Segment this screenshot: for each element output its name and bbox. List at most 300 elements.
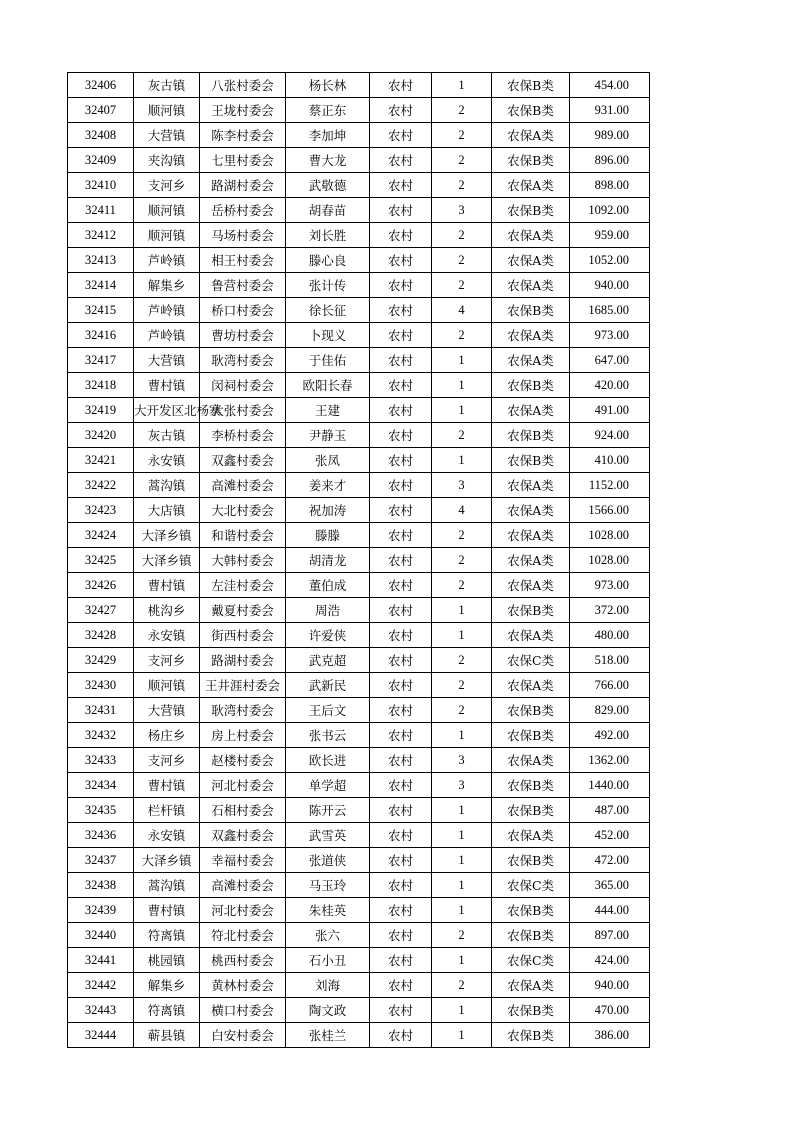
table-row	[68, 898, 650, 923]
amount-cell: 444.00	[570, 898, 650, 923]
amount-cell: 470.00	[570, 998, 650, 1023]
insurance-category-cell: 农保B类	[492, 98, 570, 123]
person-name-cell: 张计传	[286, 273, 370, 298]
household-count-cell: 1	[432, 598, 492, 623]
village-committee-cell: 白安村委会	[200, 1023, 286, 1048]
area-type-cell: 农村	[370, 748, 432, 773]
insurance-category-cell: 农保A类	[492, 548, 570, 573]
insurance-category-cell: 农保B类	[492, 598, 570, 623]
town-cell: 永安镇	[134, 623, 200, 648]
amount-cell: 1566.00	[570, 498, 650, 523]
village-committee-cell: 路湖村委会	[200, 173, 286, 198]
person-name-cell: 武敬德	[286, 173, 370, 198]
insurance-category-cell: 农保A类	[492, 523, 570, 548]
area-type-cell: 农村	[370, 473, 432, 498]
village-committee-cell: 鲁营村委会	[200, 273, 286, 298]
amount-cell: 452.00	[570, 823, 650, 848]
village-committee-cell: 左洼村委会	[200, 573, 286, 598]
area-type-cell: 农村	[370, 373, 432, 398]
amount-cell: 973.00	[570, 573, 650, 598]
table-row	[68, 348, 650, 373]
town-cell: 支河乡	[134, 748, 200, 773]
household-count-cell: 2	[432, 923, 492, 948]
table-row	[68, 823, 650, 848]
insurance-category-cell: 农保A类	[492, 398, 570, 423]
person-name-cell: 张桂兰	[286, 1023, 370, 1048]
table-row	[68, 123, 650, 148]
table-row	[68, 848, 650, 873]
person-name-cell: 尹静玉	[286, 423, 370, 448]
amount-cell: 989.00	[570, 123, 650, 148]
amount-cell: 1052.00	[570, 248, 650, 273]
person-name-cell: 于佳佑	[286, 348, 370, 373]
town-cell: 曹村镇	[134, 573, 200, 598]
record-id-cell: 32410	[68, 173, 134, 198]
amount-cell: 1685.00	[570, 298, 650, 323]
person-name-cell: 许爱侠	[286, 623, 370, 648]
household-count-cell: 2	[432, 973, 492, 998]
amount-cell: 454.00	[570, 73, 650, 98]
household-count-cell: 4	[432, 298, 492, 323]
table-row	[68, 373, 650, 398]
town-cell: 符离镇	[134, 923, 200, 948]
area-type-cell: 农村	[370, 498, 432, 523]
household-count-cell: 2	[432, 173, 492, 198]
household-count-cell: 2	[432, 223, 492, 248]
insurance-category-cell: 农保B类	[492, 298, 570, 323]
amount-cell: 410.00	[570, 448, 650, 473]
village-committee-cell: 幸福村委会	[200, 848, 286, 873]
town-cell: 符离镇	[134, 998, 200, 1023]
record-id-cell: 32437	[68, 848, 134, 873]
amount-cell: 940.00	[570, 973, 650, 998]
village-committee-cell: 大张村委会	[200, 398, 286, 423]
amount-cell: 1152.00	[570, 473, 650, 498]
table-row	[68, 523, 650, 548]
village-committee-cell: 黄林村委会	[200, 973, 286, 998]
amount-cell: 487.00	[570, 798, 650, 823]
amount-cell: 829.00	[570, 698, 650, 723]
table-row	[68, 98, 650, 123]
amount-cell: 492.00	[570, 723, 650, 748]
town-cell: 解集乡	[134, 973, 200, 998]
person-name-cell: 武雪英	[286, 823, 370, 848]
insurance-category-cell: 农保A类	[492, 248, 570, 273]
village-committee-cell: 石相村委会	[200, 798, 286, 823]
area-type-cell: 农村	[370, 673, 432, 698]
person-name-cell: 张道侠	[286, 848, 370, 873]
table-row	[68, 723, 650, 748]
town-cell: 蒿沟镇	[134, 473, 200, 498]
area-type-cell: 农村	[370, 148, 432, 173]
household-count-cell: 2	[432, 98, 492, 123]
town-cell: 顺河镇	[134, 223, 200, 248]
person-name-cell: 欧长进	[286, 748, 370, 773]
amount-cell: 424.00	[570, 948, 650, 973]
area-type-cell: 农村	[370, 973, 432, 998]
village-committee-cell: 双鑫村委会	[200, 448, 286, 473]
record-id-cell: 32434	[68, 773, 134, 798]
town-cell: 顺河镇	[134, 198, 200, 223]
amount-cell: 924.00	[570, 423, 650, 448]
table-row	[68, 223, 650, 248]
person-name-cell: 朱桂英	[286, 898, 370, 923]
amount-cell: 647.00	[570, 348, 650, 373]
village-committee-cell: 七里村委会	[200, 148, 286, 173]
insurance-category-cell: 农保A类	[492, 223, 570, 248]
area-type-cell: 农村	[370, 448, 432, 473]
town-cell: 大店镇	[134, 498, 200, 523]
village-committee-cell: 大北村委会	[200, 498, 286, 523]
household-count-cell: 2	[432, 573, 492, 598]
insurance-category-cell: 农保C类	[492, 648, 570, 673]
table-row	[68, 298, 650, 323]
record-id-cell: 32444	[68, 1023, 134, 1048]
record-id-cell: 32413	[68, 248, 134, 273]
record-id-cell: 32423	[68, 498, 134, 523]
person-name-cell: 陈开云	[286, 798, 370, 823]
amount-cell: 897.00	[570, 923, 650, 948]
village-committee-cell: 路湖村委会	[200, 648, 286, 673]
record-id-cell: 32428	[68, 623, 134, 648]
table-row	[68, 73, 650, 98]
record-id-cell: 32416	[68, 323, 134, 348]
record-id-cell: 32407	[68, 98, 134, 123]
person-name-cell: 曹大龙	[286, 148, 370, 173]
area-type-cell: 农村	[370, 573, 432, 598]
table-row	[68, 623, 650, 648]
village-committee-cell: 和谐村委会	[200, 523, 286, 548]
person-name-cell: 陶文政	[286, 998, 370, 1023]
person-name-cell: 张凤	[286, 448, 370, 473]
insurance-category-cell: 农保A类	[492, 348, 570, 373]
village-committee-cell: 桥口村委会	[200, 298, 286, 323]
area-type-cell: 农村	[370, 298, 432, 323]
person-name-cell: 欧阳长春	[286, 373, 370, 398]
table-row	[68, 598, 650, 623]
area-type-cell: 农村	[370, 523, 432, 548]
record-id-cell: 32411	[68, 198, 134, 223]
amount-cell: 386.00	[570, 1023, 650, 1048]
person-name-cell: 卜现义	[286, 323, 370, 348]
amount-cell: 931.00	[570, 98, 650, 123]
town-cell: 顺河镇	[134, 673, 200, 698]
area-type-cell: 农村	[370, 273, 432, 298]
insurance-category-cell: 农保A类	[492, 123, 570, 148]
person-name-cell: 张书云	[286, 723, 370, 748]
insurance-category-cell: 农保C类	[492, 948, 570, 973]
insurance-category-cell: 农保A类	[492, 173, 570, 198]
insurance-category-cell: 农保B类	[492, 448, 570, 473]
record-id-cell: 32419	[68, 398, 134, 423]
amount-cell: 896.00	[570, 148, 650, 173]
record-id-cell: 32421	[68, 448, 134, 473]
household-count-cell: 1	[432, 948, 492, 973]
amount-cell: 1362.00	[570, 748, 650, 773]
amount-cell: 480.00	[570, 623, 650, 648]
insurance-category-cell: 农保A类	[492, 273, 570, 298]
person-name-cell: 王建	[286, 398, 370, 423]
household-count-cell: 1	[432, 398, 492, 423]
town-cell: 芦岭镇	[134, 248, 200, 273]
amount-cell: 518.00	[570, 648, 650, 673]
person-name-cell: 董伯成	[286, 573, 370, 598]
insurance-category-cell: 农保B类	[492, 898, 570, 923]
household-count-cell: 2	[432, 323, 492, 348]
town-cell: 蒿沟镇	[134, 873, 200, 898]
table-row	[68, 248, 650, 273]
household-count-cell: 3	[432, 473, 492, 498]
person-name-cell: 马玉玲	[286, 873, 370, 898]
insurance-category-cell: 农保B类	[492, 773, 570, 798]
insurance-category-cell: 农保A类	[492, 973, 570, 998]
person-name-cell: 滕心良	[286, 248, 370, 273]
village-committee-cell: 闵祠村委会	[200, 373, 286, 398]
village-committee-cell: 大韩村委会	[200, 548, 286, 573]
record-id-cell: 32438	[68, 873, 134, 898]
household-count-cell: 1	[432, 998, 492, 1023]
table-row	[68, 173, 650, 198]
town-cell: 灰古镇	[134, 73, 200, 98]
record-id-cell: 32435	[68, 798, 134, 823]
insurance-category-cell: 农保B类	[492, 698, 570, 723]
table-row	[68, 923, 650, 948]
person-name-cell: 祝加涛	[286, 498, 370, 523]
area-type-cell: 农村	[370, 998, 432, 1023]
person-name-cell: 李加坤	[286, 123, 370, 148]
household-count-cell: 2	[432, 123, 492, 148]
household-count-cell: 1	[432, 448, 492, 473]
record-id-cell: 32441	[68, 948, 134, 973]
record-id-cell: 32415	[68, 298, 134, 323]
area-type-cell: 农村	[370, 548, 432, 573]
area-type-cell: 农村	[370, 123, 432, 148]
town-cell: 芦岭镇	[134, 298, 200, 323]
record-id-cell: 32439	[68, 898, 134, 923]
village-committee-cell: 戴夏村委会	[200, 598, 286, 623]
area-type-cell: 农村	[370, 873, 432, 898]
household-count-cell: 1	[432, 348, 492, 373]
area-type-cell: 农村	[370, 198, 432, 223]
town-cell: 栏杆镇	[134, 798, 200, 823]
amount-cell: 472.00	[570, 848, 650, 873]
household-count-cell: 3	[432, 773, 492, 798]
record-id-cell: 32420	[68, 423, 134, 448]
household-count-cell: 1	[432, 898, 492, 923]
person-name-cell: 周浩	[286, 598, 370, 623]
area-type-cell: 农村	[370, 723, 432, 748]
area-type-cell: 农村	[370, 848, 432, 873]
record-id-cell: 32414	[68, 273, 134, 298]
record-id-cell: 32430	[68, 673, 134, 698]
table-row	[68, 673, 650, 698]
area-type-cell: 农村	[370, 173, 432, 198]
insurance-category-cell: 农保B类	[492, 998, 570, 1023]
table-row	[68, 973, 650, 998]
village-committee-cell: 王井涯村委会	[200, 673, 286, 698]
village-committee-cell: 八张村委会	[200, 73, 286, 98]
town-cell: 桃沟乡	[134, 598, 200, 623]
amount-cell: 898.00	[570, 173, 650, 198]
household-count-cell: 2	[432, 548, 492, 573]
table-row	[68, 148, 650, 173]
insurance-category-cell: 农保A类	[492, 573, 570, 598]
record-id-cell: 32422	[68, 473, 134, 498]
household-count-cell: 2	[432, 673, 492, 698]
household-count-cell: 1	[432, 823, 492, 848]
insurance-category-cell: 农保A类	[492, 748, 570, 773]
insurance-category-cell: 农保A类	[492, 673, 570, 698]
town-cell: 永安镇	[134, 448, 200, 473]
household-count-cell: 1	[432, 373, 492, 398]
table-row	[68, 998, 650, 1023]
table-row	[68, 698, 650, 723]
person-name-cell: 张六	[286, 923, 370, 948]
person-name-cell: 王后文	[286, 698, 370, 723]
town-cell: 芦岭镇	[134, 323, 200, 348]
town-cell: 支河乡	[134, 648, 200, 673]
village-committee-cell: 高滩村委会	[200, 873, 286, 898]
insurance-category-cell: 农保A类	[492, 473, 570, 498]
area-type-cell: 农村	[370, 348, 432, 373]
household-count-cell: 2	[432, 148, 492, 173]
person-name-cell: 徐长征	[286, 298, 370, 323]
area-type-cell: 农村	[370, 223, 432, 248]
area-type-cell: 农村	[370, 1023, 432, 1048]
town-cell: 大营镇	[134, 123, 200, 148]
village-committee-cell: 河北村委会	[200, 773, 286, 798]
record-id-cell: 32431	[68, 698, 134, 723]
record-id-cell: 32412	[68, 223, 134, 248]
town-cell: 永安镇	[134, 823, 200, 848]
area-type-cell: 农村	[370, 248, 432, 273]
table-row	[68, 473, 650, 498]
amount-cell: 491.00	[570, 398, 650, 423]
household-count-cell: 1	[432, 798, 492, 823]
household-count-cell: 2	[432, 273, 492, 298]
household-count-cell: 1	[432, 73, 492, 98]
insurance-category-cell: 农保A类	[492, 498, 570, 523]
record-id-cell: 32426	[68, 573, 134, 598]
town-cell: 大开发区北杨寨	[134, 398, 200, 423]
village-committee-cell: 河北村委会	[200, 898, 286, 923]
village-committee-cell: 赵楼村委会	[200, 748, 286, 773]
amount-cell: 1028.00	[570, 523, 650, 548]
town-cell: 曹村镇	[134, 898, 200, 923]
record-id-cell: 32409	[68, 148, 134, 173]
area-type-cell: 农村	[370, 823, 432, 848]
table-row	[68, 748, 650, 773]
area-type-cell: 农村	[370, 948, 432, 973]
household-count-cell: 1	[432, 848, 492, 873]
insurance-category-cell: 农保C类	[492, 873, 570, 898]
village-committee-cell: 岳桥村委会	[200, 198, 286, 223]
area-type-cell: 农村	[370, 73, 432, 98]
village-committee-cell: 房上村委会	[200, 723, 286, 748]
insurance-category-cell: 农保B类	[492, 1023, 570, 1048]
area-type-cell: 农村	[370, 773, 432, 798]
village-committee-cell: 双鑫村委会	[200, 823, 286, 848]
table-row	[68, 873, 650, 898]
town-cell: 大泽乡镇	[134, 848, 200, 873]
insurance-category-cell: 农保B类	[492, 848, 570, 873]
records-table-body	[68, 73, 650, 1048]
area-type-cell: 农村	[370, 923, 432, 948]
town-cell: 蕲县镇	[134, 1023, 200, 1048]
amount-cell: 1028.00	[570, 548, 650, 573]
amount-cell: 1092.00	[570, 198, 650, 223]
person-name-cell: 胡清龙	[286, 548, 370, 573]
area-type-cell: 农村	[370, 323, 432, 348]
town-cell: 顺河镇	[134, 98, 200, 123]
village-committee-cell: 王垅村委会	[200, 98, 286, 123]
record-id-cell: 32429	[68, 648, 134, 673]
village-committee-cell: 耿湾村委会	[200, 698, 286, 723]
village-committee-cell: 横口村委会	[200, 998, 286, 1023]
village-committee-cell: 符北村委会	[200, 923, 286, 948]
table-row	[68, 323, 650, 348]
person-name-cell: 蔡正东	[286, 98, 370, 123]
insurance-category-cell: 农保B类	[492, 723, 570, 748]
town-cell: 桃园镇	[134, 948, 200, 973]
insurance-category-cell: 农保B类	[492, 798, 570, 823]
record-id-cell: 32432	[68, 723, 134, 748]
town-cell: 杨庄乡	[134, 723, 200, 748]
village-committee-cell: 桃西村委会	[200, 948, 286, 973]
amount-cell: 940.00	[570, 273, 650, 298]
amount-cell: 959.00	[570, 223, 650, 248]
household-count-cell: 1	[432, 1023, 492, 1048]
person-name-cell: 滕滕	[286, 523, 370, 548]
household-count-cell: 4	[432, 498, 492, 523]
area-type-cell: 农村	[370, 98, 432, 123]
person-name-cell: 石小丑	[286, 948, 370, 973]
table-row	[68, 798, 650, 823]
household-count-cell: 3	[432, 198, 492, 223]
record-id-cell: 32425	[68, 548, 134, 573]
person-name-cell: 武新民	[286, 673, 370, 698]
village-committee-cell: 耿湾村委会	[200, 348, 286, 373]
insurance-category-cell: 农保B类	[492, 373, 570, 398]
person-name-cell: 单学超	[286, 773, 370, 798]
household-count-cell: 1	[432, 873, 492, 898]
insurance-category-cell: 农保B类	[492, 423, 570, 448]
person-name-cell: 杨长林	[286, 73, 370, 98]
record-id-cell: 32442	[68, 973, 134, 998]
insurance-category-cell: 农保B类	[492, 73, 570, 98]
insurance-category-cell: 农保A类	[492, 323, 570, 348]
table-row	[68, 573, 650, 598]
area-type-cell: 农村	[370, 898, 432, 923]
record-id-cell: 32443	[68, 998, 134, 1023]
person-name-cell: 武克超	[286, 648, 370, 673]
record-id-cell: 32417	[68, 348, 134, 373]
table-row	[68, 548, 650, 573]
table-row	[68, 498, 650, 523]
record-id-cell: 32433	[68, 748, 134, 773]
record-id-cell: 32406	[68, 73, 134, 98]
amount-cell: 372.00	[570, 598, 650, 623]
household-count-cell: 2	[432, 648, 492, 673]
household-count-cell: 2	[432, 698, 492, 723]
table-row	[68, 773, 650, 798]
person-name-cell: 姜来才	[286, 473, 370, 498]
village-committee-cell: 曹坊村委会	[200, 323, 286, 348]
household-count-cell: 3	[432, 748, 492, 773]
insurance-category-cell: 农保B类	[492, 923, 570, 948]
insurance-category-cell: 农保A类	[492, 823, 570, 848]
records-table	[67, 72, 650, 1048]
